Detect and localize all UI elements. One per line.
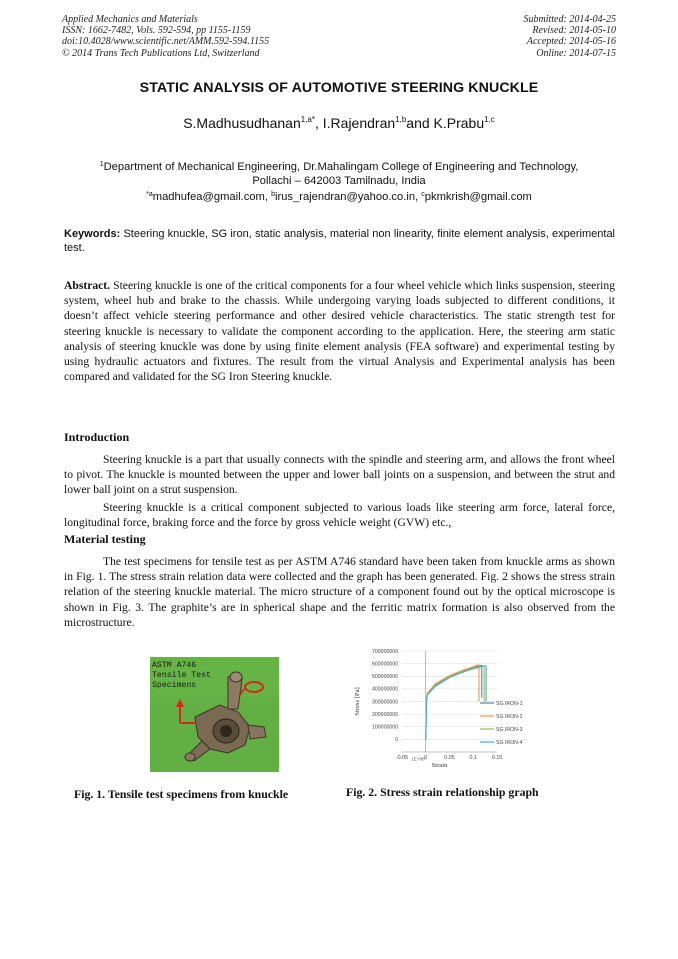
section-heading-introduction: Introduction [64,430,130,444]
y-tick-label: 400000000 [372,686,398,693]
email-c: pkmkrish@gmail.com [424,191,532,203]
figure-1-caption: Fig. 1. Tensile test specimens from knuckle [74,787,289,801]
affiliation-line-1 [62,158,616,175]
author-2-affil: 1,b [395,115,407,124]
keywords [64,227,615,255]
y-tick-label: 0 [395,737,398,744]
journal-copyright: © 2014 Trans Tech Publications Ltd, Switzerland [62,47,260,59]
legend-label: SG IRON-1 [496,700,523,707]
email-a: madhufea@gmail.com, [152,191,272,203]
date-accepted: Accepted: 2014-05-16 [526,36,616,48]
keywords-text: Steering knuckle, SG iron, static analysis, material non linearity, finite element analysis, experimental test. [64,228,615,254]
journal-info [62,14,362,59]
date-revised: Revised: 2014-05-10 [532,25,616,37]
journal-issn: ISSN: 1662-7482, Vols. 592-594, pp 1155-1159 [62,25,251,37]
x-tick-label: 0 [424,755,428,761]
legend-label: SG IRON-4 [496,739,523,746]
y-tick-label: 700000000 [372,648,398,655]
abstract [64,278,615,384]
x-tick-label: 0.05 [444,755,455,761]
author-separator: , [314,115,323,131]
y-tick-label: 100000000 [372,724,398,731]
x-tick-label: 0.15 [491,755,503,761]
author-1: S.Madhusudhanan [183,115,301,131]
introduction-paragraph-2: Steering knuckle is a critical component subjected to various loads like steering arm force, lateral force, longitudinal force, braking force and the force by gross vehicle weight (GVW) etc., [64,501,615,530]
y-tick-label: 200000000 [372,711,398,718]
series-line-4 [426,666,486,739]
series-line-3 [426,666,484,739]
y-tick-label: 600000000 [372,661,398,668]
x-axis-label: Strain [431,762,448,769]
introduction-paragraph-1: Steering knuckle is a part that usually connects with the spindle and steering arm, and allows the front wheel to pivot. The knuckle is mounted between the upper and lower ball joints on a suspension, and between the strut and lower ball joint on a strut suspension. [64,453,615,497]
date-submitted: Submitted: 2014-04-25 [523,14,616,25]
figure-2-caption: Fig. 2. Stress strain relationship graph [346,785,539,799]
tensile-specimen-photo [150,657,279,772]
author-separator: and [406,115,434,131]
y-tick-label: 500000000 [372,674,398,681]
author-1-affil: 1,a* [300,115,315,124]
affiliation-text: Department of Mechanical Engineering, Dr.Mahalingam College of Engineering and Technology, [103,161,579,173]
material-paragraph-1: The test specimens for tensile test as per ASTM A746 standard have been taken from knuckle arms as shown in Fig. 1. The stress strain relation data were collected and the graph has been generated. Fig. 2 shows the stress strain relation of the steering knuckle material. The micro structure of a component found out by the optical microscope is shown in Fig. 3. The graphite’s are in spherical shape and the ferritic matrix formation is also observed from the microstructure. [64,555,615,629]
x-tick-label: -0.05 [395,755,409,761]
journal-doi: doi:10.4028/www.scientific.net/AMM.592-594.1155 [62,36,270,48]
x-tick-label: 0.1 [469,755,477,761]
author-2: I.Rajendran [322,115,396,131]
author-3-affil: 1,c [484,115,495,124]
email-marker: *a [146,191,153,198]
series-line-1 [426,666,482,740]
email-b: irus_rajendran@yahoo.co.in, [274,191,422,203]
email-marker: c [421,191,425,198]
y-axis-label: Stress [Pa] [354,687,361,716]
abstract-text: Steering knuckle is one of the critical components for a four wheel vehicle which links suspension, steering system, wheel hub and brake to the chassis. While undergoing varying loads subjected to different conditions, it doesn’t affect vehicle steering performance and other desired vehicle characteristics. The static strength test for steering knuckle is necessary to validate the component according to the application. Here, the steering arm static analysis of steering knuckle was done by using finite element analysis (FEA software) and experimental testing by using hydraulic actuators and fixtures. The result from the virtual Analysis and Experimental analysis has been compared and validated for the SG Iron Steering knuckle. [64,279,615,384]
affiliation [62,158,616,205]
submission-dates [396,14,616,59]
legend-label: SG IRON-2 [496,713,523,720]
affiliation-line-2: Pollachi – 642003 Tamilnadu, India [252,174,426,187]
keywords-label: Keywords: [64,228,121,240]
legend-label: SG IRON-3 [496,726,523,733]
abstract-label: Abstract. [64,279,111,292]
y-tick-label: 1E+08 [411,756,425,762]
stress-strain-chart [350,645,570,775]
author-3: K.Prabu [433,115,485,131]
photo-label: ASTM A746 Tensile Test Specimens [152,661,211,690]
author-emails [62,188,616,205]
affiliation-marker: 1 [99,161,104,168]
section-heading-material-testing: Material testing [64,532,146,546]
author-list [62,115,616,131]
paper-title: STATIC ANALYSIS OF AUTOMOTIVE STEERING KNUCKLE [139,80,539,96]
y-tick-label: 300000000 [372,699,398,706]
journal-name: Applied Mechanics and Materials [62,14,198,25]
date-online: Online: 2014-07-15 [536,47,616,59]
email-marker: b [271,191,275,198]
